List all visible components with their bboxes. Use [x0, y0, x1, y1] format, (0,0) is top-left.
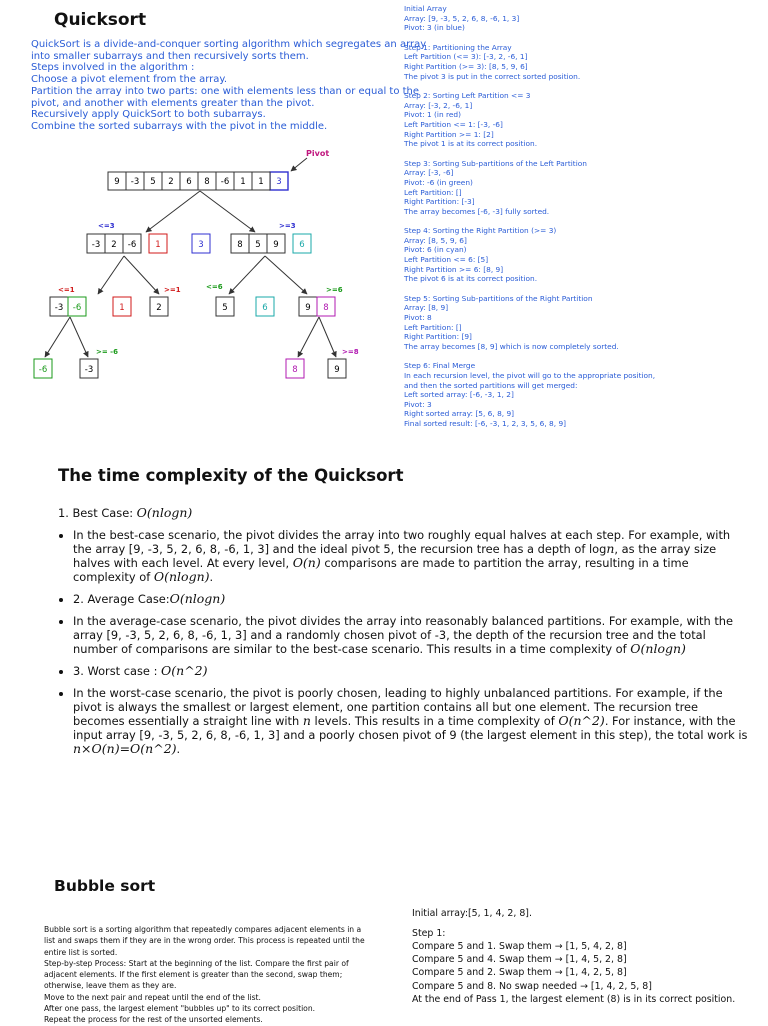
root-pivot-cell: 3 — [276, 177, 282, 187]
step-line: Step 3: Sorting Sub-partitions of the Left Partition — [404, 158, 587, 168]
label-ge6: >=6 — [326, 286, 343, 294]
average-case-text — [73, 614, 748, 656]
bubble-initial-array: Initial array:[5, 1, 4, 2, 8]. — [412, 908, 532, 919]
rr-cell: 9 — [305, 303, 311, 313]
step-line: Left Partition: [] — [404, 187, 462, 197]
step-line: Final sorted result: [-6, -3, 1, 2, 3, 5, 6, 8, 9] — [404, 418, 567, 428]
worst-case-text — [73, 686, 748, 756]
step-line: The pivot 6 is at its correct position. — [404, 274, 538, 284]
root-cell: 9 — [114, 177, 120, 187]
worst-text-b: levels. This results in a time complexity of — [310, 714, 559, 728]
bubble-sort-steps — [412, 907, 762, 1006]
pivot-label: Pivot — [306, 149, 330, 158]
step-line: Right sorted array: [5, 6, 8, 9] — [404, 409, 515, 419]
worst-label: 3. Worst case : — [73, 664, 162, 678]
root-cell: 1 — [240, 177, 246, 187]
bubble-step-line: Compare 5 and 2. Swap them → [1, 4, 2, 5, 8] — [412, 967, 627, 979]
bubble-step-line: Compare 5 and 8. No swap needed → [1, 4, 2, 5, 8] — [412, 980, 652, 992]
worst-text-d: . — [176, 742, 181, 756]
avg-label: 2. Average Case: — [73, 592, 170, 606]
quicksort-intro — [31, 39, 427, 133]
intro-line: pivot, and another with elements greater than the pivot. — [31, 97, 315, 109]
left-cell: 2 — [111, 240, 117, 250]
best-math-b: O(n) — [292, 555, 321, 570]
step-line: Right Partition >= 1: [2] — [404, 129, 494, 139]
worst-text-c: . For instance, with the input array [9, -3, 5, 2, 6, 8, -6, 1, 3] and a poorly chosen pivot of 9 (the largest element in this step), the total work is — [73, 714, 748, 742]
step-line: The array becomes [8, 9] which is now completely sorted. — [404, 341, 619, 351]
root-cell: 1 — [258, 177, 264, 187]
step-line: Pivot: 6 (in cyan) — [404, 245, 467, 255]
best-case-text — [73, 528, 748, 584]
label-ge8: >=8 — [342, 348, 359, 356]
step-line: The array becomes [-6, -3] fully sorted. — [404, 206, 550, 216]
right-cell: 9 — [273, 240, 279, 250]
step-line: Right Partition >= 6: [8, 9] — [404, 264, 504, 274]
root-cell: 8 — [204, 177, 210, 187]
step-line: Step 2: Sorting Left Partition <= 3 — [404, 91, 531, 101]
bubble-step-title: Step 1: — [412, 927, 446, 939]
step-line: Left Partition: [] — [404, 322, 462, 332]
lr-cell: 2 — [156, 303, 162, 313]
step-line: Array: [-3, -6] — [404, 168, 454, 178]
complexity-body — [58, 506, 748, 764]
intro-line: Recursively apply QuickSort to both subarrays. — [31, 109, 266, 121]
rrr-cell: 9 — [334, 365, 340, 375]
quicksort-title: Quicksort — [54, 10, 147, 30]
step-line: Left sorted array: [-6, -3, 1, 2] — [404, 390, 514, 400]
pivot1-cell: 1 — [119, 303, 125, 313]
step-line: and then the sorted partitions will get merged: — [404, 380, 578, 390]
root-cell: -6 — [220, 177, 230, 187]
pivot6-cell: 6 — [262, 303, 268, 313]
left-pivot-cell: 1 — [155, 240, 161, 250]
root-cell: -3 — [130, 177, 140, 187]
bubble-desc-line: Move to the next pair and repeat until the end of the list. — [44, 992, 261, 1002]
best-text-c: comparisons are made to partition the array, resulting in a time complexity of — [73, 556, 689, 584]
best-case-label: 1. Best Case: — [58, 506, 137, 520]
bubble-step-line: At the end of Pass 1, the largest element (8) is in its correct position. — [412, 993, 736, 1005]
step-line: Left Partition (<= 3): [-3, 2, -6, 1] — [404, 52, 528, 62]
worst-math: O(n^2) — [161, 663, 208, 678]
step-line: Left Partition <= 6: [5] — [404, 255, 489, 265]
rl-cell: 5 — [222, 303, 228, 313]
ll-cell: -3 — [54, 303, 64, 313]
step-line: Right Partition (>= 3): [8, 5, 9, 6] — [404, 61, 528, 71]
label-le6: <=6 — [206, 283, 223, 291]
quicksort-steps — [404, 4, 764, 429]
left-cell: -6 — [127, 240, 137, 250]
worst-text-a: In the worst-case scenario, the pivot is poorly chosen, leading to highly unbalanced partitions. For example, if the pivot is always the smallest or largest element, one partition contains all but one element. The recursion tree becomes essentially a straight line with — [73, 686, 723, 728]
step-line: Step 6: Final Merge — [404, 361, 476, 371]
ll-pivot-cell: -6 — [72, 303, 82, 313]
step-line: Step 4: Sorting the Right Partition (>= 3) — [404, 226, 557, 236]
best-case-heading — [58, 506, 748, 520]
best-text-a: In the best-case scenario, the pivot divides the array into two roughly equal halves at each step. For example, with the array [9, -3, 5, 2, 6, 8, -6, 1, 3] and the ideal pivot 5, the recursion tree has a depth of log — [73, 528, 731, 556]
step-line: Pivot: 8 — [404, 313, 432, 323]
avg-math-a: O(nlogn) — [630, 641, 686, 656]
bubble-sort-title: Bubble sort — [54, 877, 156, 895]
bubble-sort-description — [44, 924, 374, 1026]
bubble-desc-line: After one pass, the largest element "bubbles up" to its correct position. — [44, 1004, 316, 1014]
intro-line: QuickSort is a divide-and-conquer sorting algorithm which segregates an array — [31, 39, 427, 50]
quicksort-tree-diagram — [28, 144, 378, 394]
label-le1: <=1 — [58, 286, 75, 294]
best-text-d: . — [209, 570, 214, 584]
avg-math: O(nlogn) — [169, 591, 226, 606]
label-le3: <=3 — [98, 222, 115, 230]
intro-line: Partition the array into two parts: one with elements less than or equal to the — [31, 85, 420, 97]
intro-line: into smaller subarrays and then recursively sorts them. — [31, 50, 309, 62]
best-math-a: n — [606, 541, 615, 556]
intro-line: Combine the sorted subarrays with the pivot in the middle. — [31, 120, 328, 132]
complexity-title: The time complexity of the Quicksort — [58, 466, 404, 485]
label-ge1: >=1 — [164, 286, 181, 294]
bubble-desc-line: Step-by-step Process: Start at the beginning of the list. Compare the first pair of adjacent elements. If the first element is greater than the second, swap them; otherwise, leave them as they are. — [44, 958, 349, 991]
step-line: Array: [9, -3, 5, 2, 6, 8, -6, 1, 3] — [404, 13, 520, 23]
step-line: Step 1: Partitioning the Array — [404, 42, 512, 52]
step-line: Pivot: 1 (in red) — [404, 110, 461, 120]
intro-line: Choose a pivot element from the array. — [31, 74, 228, 86]
bubble-step-line: Compare 5 and 1. Swap them → [1, 5, 4, 2, 8] — [412, 940, 627, 952]
intro-line: Steps involved in the algorithm : — [31, 62, 195, 74]
rrl-cell: 8 — [292, 365, 298, 375]
worst-case-heading — [73, 664, 748, 678]
avg-text-a: In the average-case scenario, the pivot divides the array into reasonably balanced partitions. For example, with the array [9, -3, 5, 2, 6, 8, -6, 1, 3] and a randomly chosen pivot of -3, the depth of the recursion tree and the total number of comparisons are similar to the best-case scenario. This results in a time complexity of — [73, 614, 734, 656]
worst-math-b: O(n^2) — [558, 713, 605, 728]
left-cell: -3 — [91, 240, 101, 250]
root-cell: 5 — [150, 177, 156, 187]
step-line: Array: [-3, 2, -6, 1] — [404, 100, 473, 110]
average-case-heading — [73, 592, 748, 606]
best-case-math: O(nlogn) — [136, 505, 193, 520]
right-pivot-cell: 6 — [299, 240, 305, 250]
step-line: Right Partition: [9] — [404, 332, 472, 342]
bubble-step-line: Compare 5 and 4. Swap them → [1, 4, 5, 2, 8] — [412, 954, 627, 966]
best-math-c: O(nlogn) — [153, 569, 210, 584]
step-line: Array: [8, 5, 9, 6] — [404, 235, 467, 245]
right-cell: 5 — [255, 240, 261, 250]
step-line: Pivot: 3 (in blue) — [404, 23, 465, 33]
step-line: Right Partition: [-3] — [404, 197, 475, 207]
right-cell: 8 — [237, 240, 243, 250]
step-line: Pivot: -6 (in green) — [404, 177, 473, 187]
best-text-b: , as the array size halves with each level. At every level, — [73, 542, 717, 570]
step-line: The pivot 3 is put in the correct sorted position. — [404, 71, 581, 81]
lll-cell: -6 — [38, 365, 48, 375]
root-cell: 6 — [186, 177, 192, 187]
root-cell: 2 — [168, 177, 174, 187]
step-line: Array: [8, 9] — [404, 303, 449, 313]
step-line: Left Partition <= 1: [-3, -6] — [404, 119, 503, 129]
worst-math-a: n — [302, 713, 311, 728]
step-line: Step 5: Sorting Sub-partitions of the Right Partition — [404, 293, 593, 303]
worst-math-c: n×O(n)=O(n^2) — [73, 741, 177, 756]
step-line: The pivot 1 is at its correct position. — [404, 139, 538, 149]
pivot3-cell: 3 — [198, 240, 204, 250]
step-line: In each recursion level, the pivot will go to the appropriate position, — [404, 371, 656, 380]
label-ge3: >=3 — [279, 222, 296, 230]
bubble-desc-line: Bubble sort is a sorting algorithm that repeatedly compares adjacent elements in a list and swaps them if they are in the wrong order. This process is repeated until the entire list is sorted. — [44, 925, 365, 957]
llr-cell: -3 — [84, 365, 94, 375]
step-line: Pivot: 3 — [404, 399, 432, 409]
label-ge-neg6: >= -6 — [96, 348, 118, 356]
bubble-desc-line: Repeat the process for the rest of the unsorted elements. — [44, 1015, 263, 1025]
rr-pivot-cell: 8 — [323, 303, 329, 313]
step-line: Initial Array — [404, 4, 447, 13]
